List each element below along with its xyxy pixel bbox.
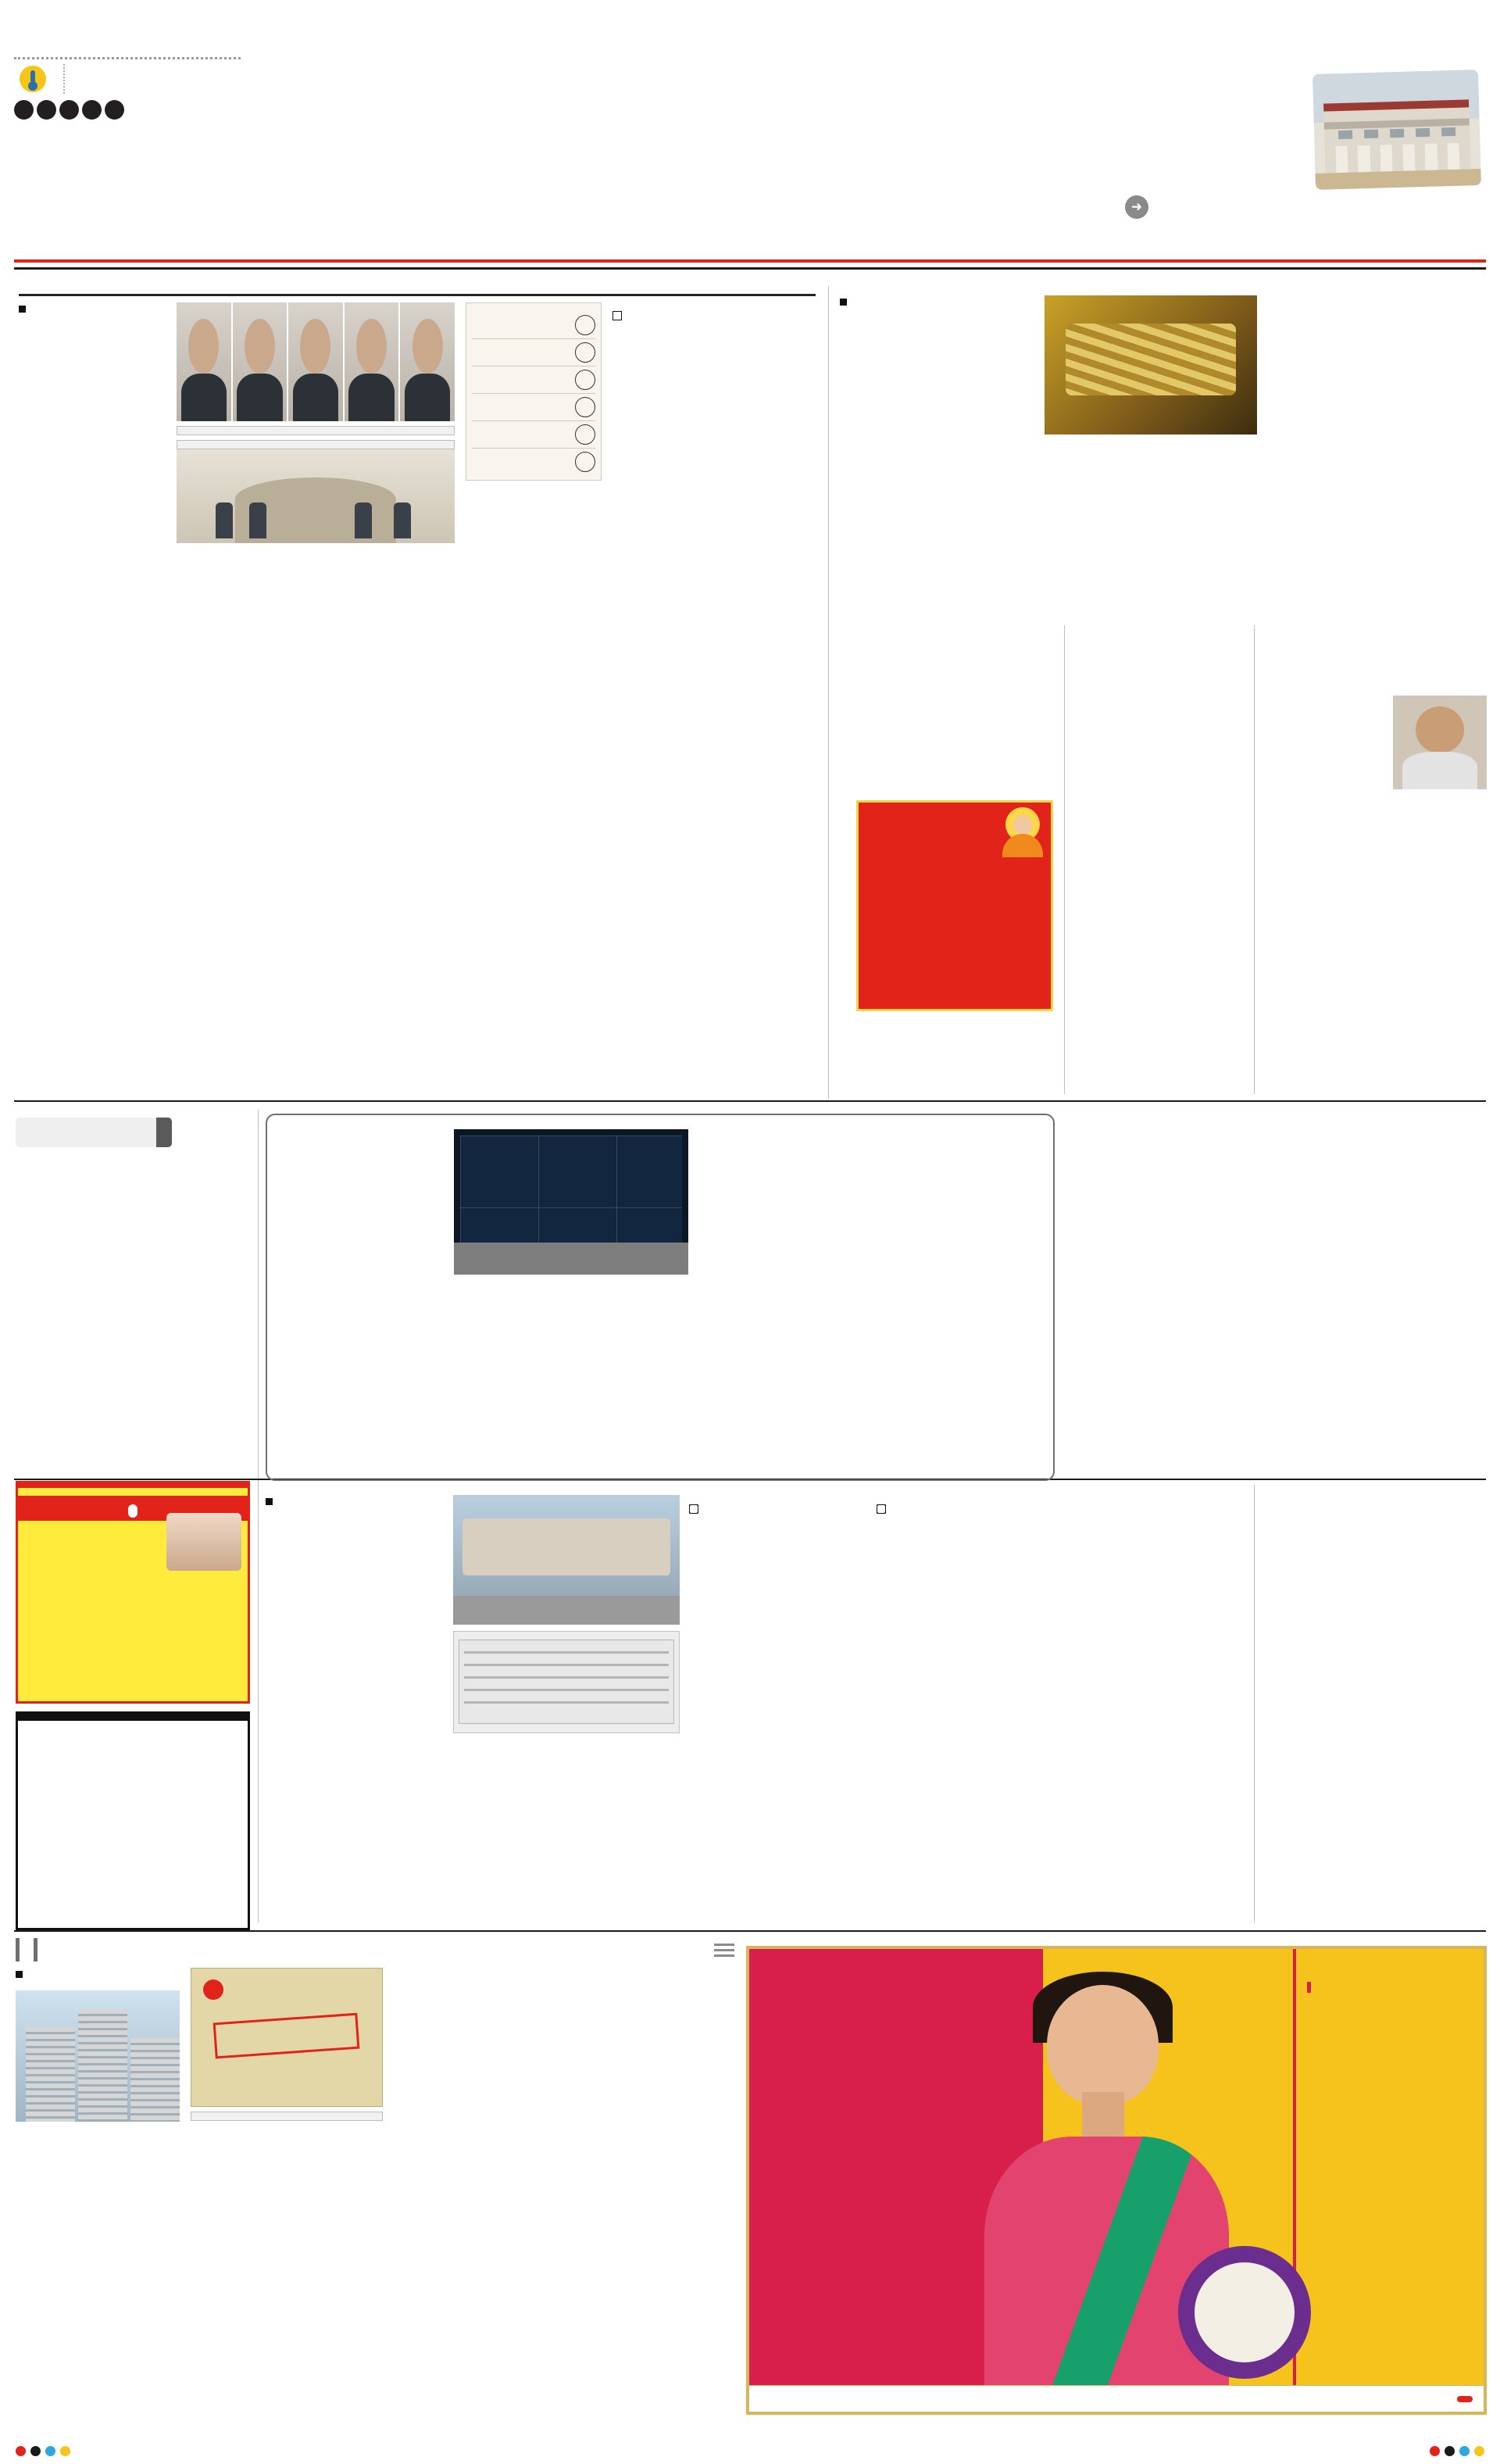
- rangoli-wedding-ad[interactable]: [746, 1946, 1487, 2415]
- facebook-icon[interactable]: [14, 100, 34, 120]
- mid-headline-row: [840, 617, 1487, 624]
- youtube-icon[interactable]: [82, 100, 102, 120]
- reg-dot-red: [16, 2446, 26, 2456]
- candidate-photo: [177, 302, 231, 421]
- table-row: [472, 449, 595, 475]
- reg-dot-black: [1445, 2446, 1455, 2456]
- gold-jewellery-photo: [1045, 295, 1257, 435]
- row-count: [575, 452, 595, 472]
- manpa-photo-block: [454, 1129, 688, 1275]
- candidate-photo: [345, 302, 399, 421]
- ad1-timing: [128, 1504, 138, 1518]
- linkedin-icon[interactable]: [105, 100, 124, 120]
- arrow-right-icon: ➜: [1125, 195, 1148, 219]
- rain-story[interactable]: [1266, 1489, 1487, 1495]
- reg-dot-black: [30, 2446, 41, 2456]
- sanjivani-ayurvedic-ad[interactable]: [16, 1481, 250, 1704]
- transfer-col3-head: [191, 2112, 383, 2121]
- transfer-stamp-photo: [191, 1968, 383, 2107]
- bullet-square-icon: [840, 299, 847, 306]
- table-row: [472, 339, 595, 367]
- table-row: [472, 312, 595, 339]
- muthoot-col-1: [840, 295, 1034, 439]
- transfer-col-1: [16, 1968, 180, 2126]
- rpf-col-4: [877, 1495, 1055, 1733]
- gurunanak-advert[interactable]: [856, 800, 1053, 1011]
- menu-icon[interactable]: [714, 1940, 734, 1960]
- reg-dot-cyan: [45, 2446, 55, 2456]
- rally-illustration: [177, 449, 455, 543]
- ad1-photo: [166, 1513, 241, 1571]
- tag-bar: [34, 1938, 38, 1962]
- rpf-col-1: [266, 1495, 444, 1733]
- column-divider-4: [258, 1110, 259, 1922]
- tag-bar: [16, 1938, 20, 1962]
- bullet-square-icon: [16, 1971, 23, 1978]
- winter-exam-detail[interactable]: [1266, 688, 1487, 792]
- photo-caption: [177, 426, 455, 435]
- masthead: [0, 0, 1500, 266]
- muthoot-photo-block: [1045, 295, 1257, 439]
- division-counts-box: [466, 302, 602, 481]
- lead-story[interactable]: [19, 288, 816, 548]
- drugs-story[interactable]: [840, 617, 1052, 624]
- transfer-col-2: [191, 1968, 383, 2126]
- push-pin-icon: [203, 1979, 223, 2000]
- masthead-promo[interactable]: [1125, 67, 1486, 219]
- wedding-collection-badge: [1178, 2246, 1311, 2379]
- ad1-text: [18, 1488, 248, 1496]
- masthead-rule-black: [14, 267, 1486, 270]
- section-rule-1: [14, 1100, 1486, 1102]
- guru-nanak-icon: [999, 807, 1046, 857]
- table-row: [472, 394, 595, 421]
- column-divider-5: [1254, 1485, 1255, 1922]
- lead-col-3: [466, 302, 602, 548]
- footer-registration-marks: [16, 2446, 1484, 2456]
- ad-items-panel: [1293, 1949, 1484, 2412]
- divider-vertical: [63, 64, 65, 94]
- table-row: [472, 421, 595, 449]
- news-video-badge[interactable]: [16, 1118, 172, 1147]
- table-row: [472, 367, 595, 394]
- lead-col-2: [177, 302, 455, 548]
- winter-exam-story[interactable]: [1066, 617, 1473, 624]
- hospital-photo: [1312, 70, 1481, 190]
- reg-dot-cyan: [1459, 2446, 1470, 2456]
- rpf-photo-block: [453, 1495, 680, 1733]
- candidate-photo: [233, 302, 288, 421]
- transfer-stamp-label: [213, 2013, 360, 2059]
- candidate-photo: [288, 302, 343, 421]
- row-count: [575, 424, 595, 445]
- ig-visit-box: [453, 1631, 680, 1733]
- manpa-col-1: [277, 1129, 445, 1275]
- manpa-tv-story[interactable]: [266, 1114, 1055, 1481]
- reg-dot-yellow: [60, 2446, 70, 2456]
- social-links[interactable]: [14, 100, 248, 120]
- promo-body: [1125, 72, 1306, 188]
- row-count: [575, 370, 595, 390]
- manpa-col-2: [698, 1129, 866, 1275]
- row-count: [575, 342, 595, 363]
- candidate-photo: [400, 302, 455, 421]
- reg-dot-red: [1430, 2446, 1440, 2456]
- column-divider-3: [1254, 625, 1255, 1094]
- bullet-square-icon: [266, 1498, 273, 1505]
- ad2-text: [18, 1721, 248, 1729]
- lead-rule: [19, 294, 816, 296]
- inside-pages-link[interactable]: [1125, 195, 1486, 219]
- video-label[interactable]: [156, 1118, 172, 1147]
- news-clipping-image: [459, 1640, 674, 1724]
- rpf-col-3: [689, 1495, 867, 1733]
- row-count: [575, 397, 595, 417]
- temperature-block: [14, 64, 248, 94]
- masthead-logo[interactable]: [438, 33, 1062, 52]
- rangoli-brand-logo: [1457, 2396, 1473, 2402]
- senate-member-photo: [1393, 696, 1487, 789]
- column-divider-2: [1064, 625, 1065, 1094]
- section-rule-3: [14, 1930, 1486, 1932]
- lead-col2-sub: [177, 440, 455, 449]
- transfer-story[interactable]: [16, 1938, 734, 2126]
- thermometer-icon: [20, 66, 46, 92]
- video-wall-photo: [454, 1129, 688, 1275]
- muthoot-col-2: [1268, 295, 1462, 439]
- bullet-square-icon: [19, 306, 26, 313]
- reg-dot-yellow: [1474, 2446, 1484, 2456]
- masthead-rule-red: [14, 259, 1486, 263]
- candidates-photo-strip: [177, 302, 455, 421]
- instagram-icon[interactable]: [37, 100, 56, 120]
- muthoot-story[interactable]: [840, 288, 1487, 439]
- ad-footer: [749, 2385, 1484, 2412]
- divider-dotted: [14, 57, 241, 59]
- ad-model-panel: [1043, 1949, 1293, 2412]
- transfer-col-3: [394, 1968, 586, 2126]
- dhanvantari-ayurvedic-ad[interactable]: [16, 1711, 250, 1930]
- badge-inner-circle: [1195, 2262, 1295, 2362]
- rpf-story[interactable]: [266, 1489, 1055, 1738]
- news-video-block[interactable]: [16, 1118, 172, 1153]
- train-platform-photo: [453, 1495, 680, 1625]
- x-twitter-icon[interactable]: [59, 100, 79, 120]
- row-count: [575, 315, 595, 335]
- masthead-left: [14, 47, 248, 120]
- column-divider-1: [828, 286, 829, 1099]
- transfer-tag-row: [16, 1938, 734, 1962]
- municipal-building-photo: [16, 1990, 180, 2122]
- lead-col-4: [612, 302, 806, 548]
- manpa-col-3: [876, 1129, 1044, 1275]
- lead-col-1: [19, 302, 166, 548]
